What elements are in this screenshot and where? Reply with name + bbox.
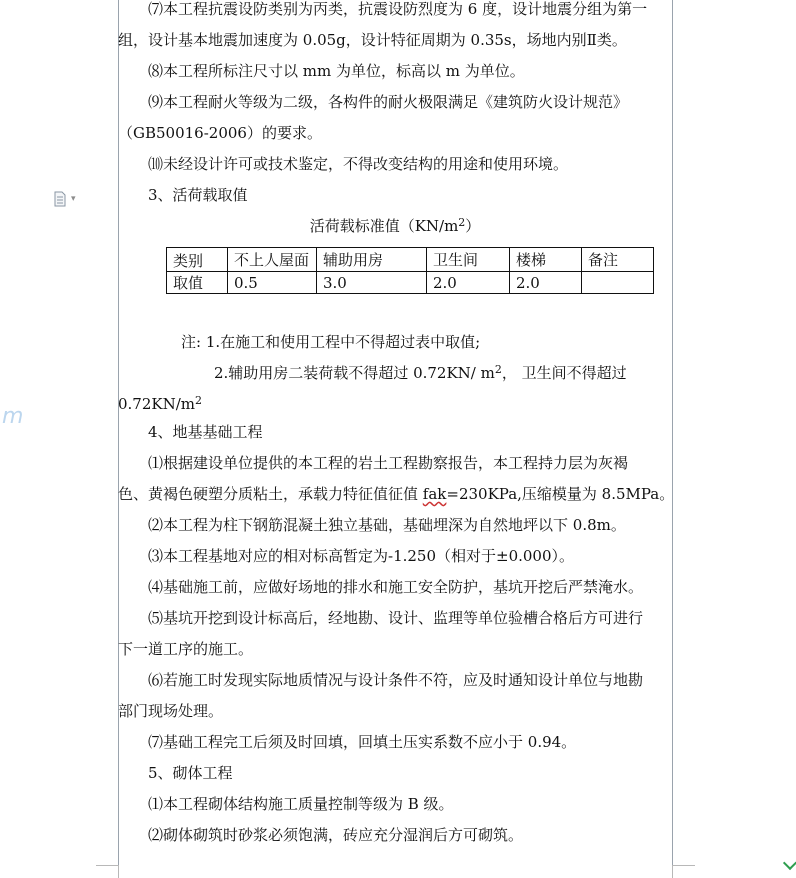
paragraph-seismic-2: 组，设计基本地震加速度为 0.05g，设计特征周期为 0.35s，场地内别Ⅱ类。 <box>118 31 627 49</box>
table-cell: 不上人屋面 <box>228 248 317 272</box>
table-cell: 2.0 <box>427 272 510 294</box>
paragraph-masonry-1: ⑴本工程砌体结构施工质量控制等级为 B 级。 <box>148 795 454 813</box>
paragraph-foundation-3: ⑶本工程基地对应的相对标高暂定为-1.250（相对于±0.000）。 <box>148 547 575 565</box>
chevron-down-icon[interactable]: ▾ <box>71 194 76 204</box>
paragraph-fire-2: （GB50016-2006）的要求。 <box>118 124 322 142</box>
table-cell <box>582 272 654 294</box>
table-header-row <box>167 248 654 272</box>
paragraph-foundation-7: ⑺基础工程完工后须及时回填，回填土压实系数不应小于 0.94。 <box>148 733 577 751</box>
table-row <box>167 272 654 294</box>
paragraph-foundation-6a: ⑹若施工时发现实际地质情况与设计条件不符，应及时通知设计单位与地勘 <box>148 671 644 689</box>
paragraph-foundation-5a: ⑸基坑开挖到设计标高后，经地勘、设计、监理等单位验槽合格后方可进行 <box>148 609 644 627</box>
section-heading-masonry: 5、砌体工程 <box>148 764 233 782</box>
paragraph-foundation-1b: 色、黄褐色硬塑分质粘土，承载力特征值征值 fak=230KPa,压缩模量为 8.5MPa。 <box>118 485 675 503</box>
paragraph-no-change: ⑽未经设计许可或技术鉴定，不得改变结构的用途和使用环境。 <box>148 155 569 173</box>
paragraph-foundation-2: ⑵本工程为柱下钢筋混凝土独立基础，基础埋深为自然地坪以下 0.8m。 <box>148 516 626 534</box>
table-cell: 取值 <box>167 272 228 294</box>
spellcheck-word: fak <box>422 485 447 503</box>
paragraph-units: ⑻本工程所标注尺寸以 mm 为单位，标高以 m 为单位。 <box>148 62 525 80</box>
table-cell: 卫生间 <box>427 248 510 272</box>
document-icon[interactable] <box>52 191 68 207</box>
table-note-1: 注: 1.在施工和使用工程中不得超过表中取值; <box>181 333 481 351</box>
table-cell: 备注 <box>582 248 654 272</box>
table-cell: 0.5 <box>228 272 317 294</box>
section-heading-foundation: 4、地基基础工程 <box>148 423 263 441</box>
page-corner-mark-left <box>96 865 119 878</box>
table-cell: 3.0 <box>317 272 427 294</box>
table-note-2-cont: $0.72KN/m^2$ <box>118 394 203 413</box>
paragraph-masonry-2: ⑵砌体砌筑时砂浆必须饱满，砖应充分湿润后方可砌筑。 <box>148 826 524 844</box>
table-cell: 楼梯 <box>510 248 582 272</box>
table-cell: 辅助用房 <box>317 248 427 272</box>
page-corner-mark-right <box>672 865 695 878</box>
paragraph-foundation-1a: ⑴根据建设单位提供的本工程的岩土工程勘察报告，本工程持力层为灰褐 <box>148 454 629 472</box>
table-note-2: 2.辅助用房二装荷载不得超过 0.72KN/ $m^2$， 卫生间不得超过 <box>214 363 627 382</box>
paragraph-foundation-4: ⑷基础施工前，应做好场地的排水和施工安全防护，基坑开挖后严禁淹水。 <box>148 578 644 596</box>
check-icon <box>783 856 796 870</box>
paragraph-foundation-5b: 下一道工序的施工。 <box>118 640 254 658</box>
paragraph-fire-1: ⑼本工程耐火等级为二级，各构件的耐火极限满足《建筑防火设计规范》 <box>148 93 629 111</box>
table-cell: 类别 <box>167 248 228 272</box>
live-load-table <box>166 247 654 294</box>
section-heading-live-load: 3、活荷载取值 <box>148 186 248 204</box>
table-cell: 2.0 <box>510 272 582 294</box>
paragraph-foundation-6b: 部门现场处理。 <box>118 702 224 720</box>
watermark-glyph: m <box>2 404 24 429</box>
table-title: 活荷载标准值$(KN/m^2)$ <box>309 216 481 235</box>
paragraph-seismic-1: ⑺本工程抗震设防类别为丙类，抗震设防烈度为 6 度，设计地震分组为第一 <box>148 0 648 18</box>
